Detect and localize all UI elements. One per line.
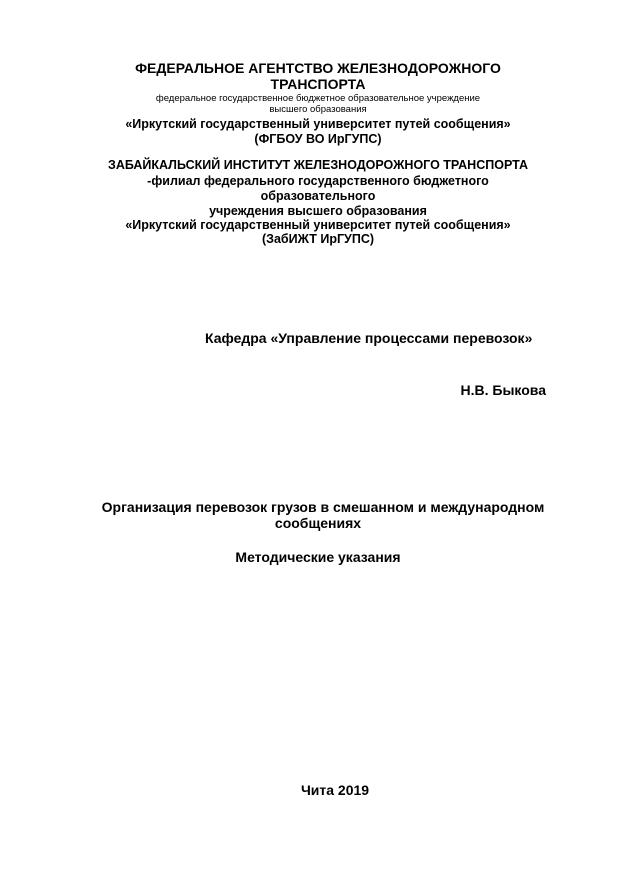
title-line-2: сообщениях — [274, 515, 362, 531]
branch-line-6: (ЗабИЖТ ИрГУПС) — [261, 232, 375, 246]
city-year: Чита 2019 — [300, 782, 370, 798]
author: Н.В. Быкова — [460, 382, 546, 398]
subtitle: Методические указания — [235, 549, 401, 565]
title-line-1: Организация перевозок грузов в смешанном и международном — [101, 499, 545, 515]
department: Кафедра «Управление процессами перевозок» — [205, 330, 533, 346]
branch-line-2: -филиал федерального государственного бюджетного — [147, 174, 489, 188]
agency-line-2: ТРАНСПОРТА — [270, 76, 366, 92]
institution-type-line-2: высшего образования — [269, 104, 367, 115]
university-abbr: (ФГБОУ ВО ИрГУПС) — [254, 132, 382, 146]
university-name: «Иркутский государственный университет путей сообщения» — [125, 117, 511, 131]
branch-line-5: «Иркутский государственный университет путей сообщения» — [125, 218, 511, 232]
branch-line-4: учреждения высшего образования — [209, 204, 427, 218]
agency-line-1: ФЕДЕРАЛЬНОЕ АГЕНТСТВО ЖЕЛЕЗНОДОРОЖНОГО — [135, 60, 501, 76]
branch-line-1: ЗАБАЙКАЛЬСКИЙ ИНСТИТУТ ЖЕЛЕЗНОДОРОЖНОГО ТРАНСПОРТА — [108, 158, 528, 172]
institution-type-line-1: федеральное государственное бюджетное образовательное учреждение — [155, 93, 481, 104]
branch-line-3: образовательного — [260, 189, 376, 203]
